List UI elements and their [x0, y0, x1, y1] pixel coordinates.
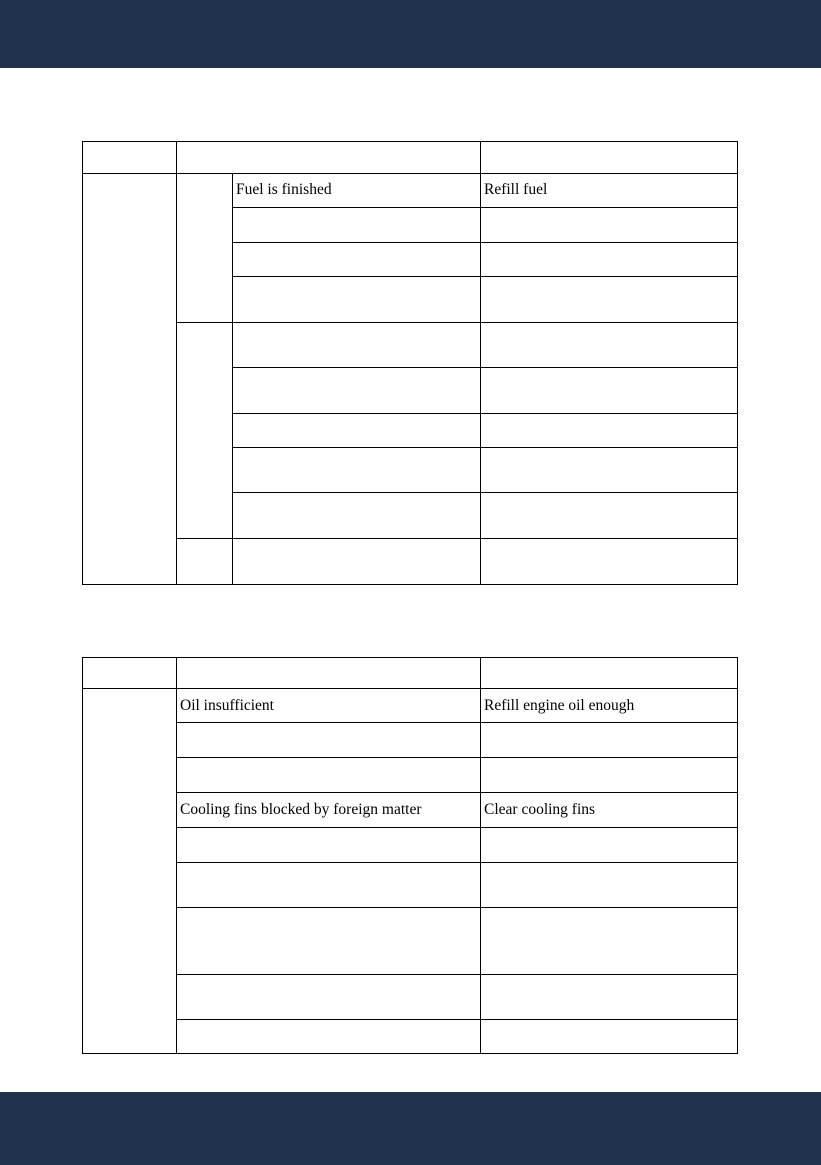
table1-bottom-border: [82, 584, 738, 585]
table2-top-border: [82, 657, 738, 658]
table1-group-line: [176, 538, 738, 539]
table2-row-line: [176, 907, 738, 908]
table1-cause-cell: Fuel is finished: [236, 181, 332, 198]
table2-header-bottom: [82, 688, 738, 689]
table1-top-border: [82, 141, 738, 142]
table1-row-line: [232, 242, 738, 243]
table2-right-border: [737, 657, 738, 1054]
table2-row-line: [176, 1019, 738, 1020]
table1-col-divider-1: [176, 141, 177, 585]
table2-row-line: [176, 974, 738, 975]
table2-remedy-cell: Refill engine oil enough: [484, 697, 635, 714]
table1-row-line: [232, 207, 738, 208]
table1-row-line: [232, 413, 738, 414]
table1-row-line: [232, 492, 738, 493]
table2-row-line: [176, 862, 738, 863]
header-band: [0, 0, 821, 68]
table1-row-line: [232, 447, 738, 448]
table2-row-line: [176, 722, 738, 723]
table2-col-divider-1: [176, 657, 177, 1054]
table2-col-divider-2: [480, 657, 481, 1054]
table1-group-line: [176, 322, 738, 323]
table2-bottom-border: [82, 1053, 738, 1054]
table2-row-line: [176, 792, 738, 793]
table2-row-line: [176, 757, 738, 758]
table1-row-line: [232, 367, 738, 368]
table1-col-divider-2: [232, 173, 233, 585]
table2-remedy-cell: Clear cooling fins: [484, 801, 596, 818]
table1-left-border: [82, 141, 83, 585]
table2-cause-cell: Oil insufficient: [180, 697, 274, 714]
table2-row-line: [176, 827, 738, 828]
table2-cause-cell: Cooling fins blocked by foreign matter: [180, 801, 422, 818]
table1-remedy-cell: Refill fuel: [484, 181, 548, 198]
footer-band: [0, 1092, 821, 1165]
table1-header-bottom: [82, 173, 738, 174]
table1-row-line: [232, 276, 738, 277]
table2-left-border: [82, 657, 83, 1054]
